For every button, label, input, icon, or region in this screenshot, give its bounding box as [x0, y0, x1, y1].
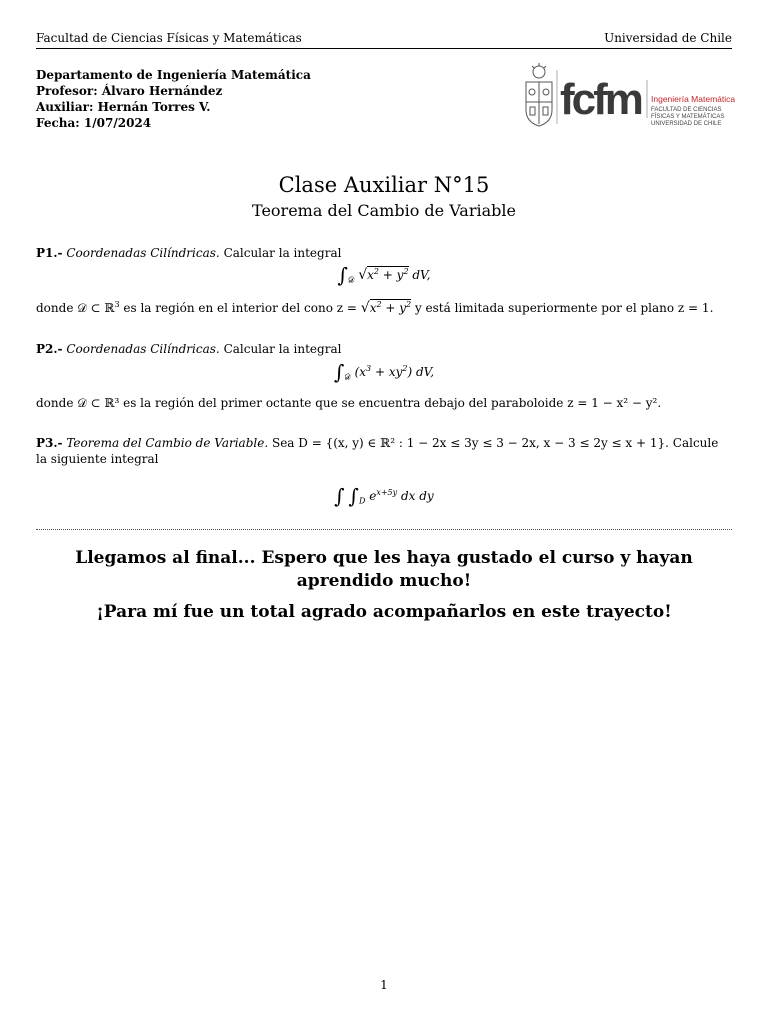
problem-2-intro: Calcular la integral: [223, 342, 342, 356]
problem-1-description: donde 𝒟 ⊂ ℝ$^3$ es la región en el interior del cono $z = √x^2 + y^2$ y está limitada superiormente por el plano z = 1.: [36, 300, 714, 316]
auxiliar-line: Auxiliar: Hernán Torres V.: [36, 100, 211, 114]
closing-message: Llegamos al final... Espero que les haya gustado el curso y hayan aprendido mucho!: [75, 548, 693, 591]
fcfm-logo: [523, 62, 735, 128]
header-divider: [36, 48, 732, 49]
document-subtitle: Teorema del Cambio de Variable: [252, 201, 516, 220]
logo-line2: FACULTAD DE CIENCIAS: [651, 107, 722, 113]
problem-1-statement: [36, 245, 732, 261]
section-divider: [36, 529, 732, 530]
logo-line4: UNIVERSIDAD DE CHILE: [651, 121, 722, 127]
problem-3-integral: ∫ $\int_D$ $e^{x+5y}$ dx dy: [334, 484, 434, 508]
date-line: Fecha: 1/07/2024: [36, 116, 152, 130]
logo-wordmark: fcfm: [560, 75, 641, 124]
problem-1-integral: $\int_𝒟$ $√x^2 + y^2$ dV,: [337, 263, 431, 287]
problem-3-number: P3.-: [36, 436, 63, 450]
problem-1-intro: Calcular la integral: [223, 246, 342, 260]
department-line: Departamento de Ingeniería Matemática: [36, 68, 311, 82]
problem-2-description: donde 𝒟 ⊂ ℝ³ es la región del primer octante que se encuentra debajo del paraboloide z = 1 − x² − y².: [36, 396, 662, 410]
problem-1-number: P1.-: [36, 246, 63, 260]
logo-line1: Ingeniería Matemática: [651, 94, 735, 104]
problem-3-statement: [36, 435, 732, 467]
professor-line: Profesor: Álvaro Hernández: [36, 84, 223, 98]
problem-1-topic: Coordenadas Cilíndricas.: [66, 246, 220, 260]
course-info: [36, 67, 311, 131]
header-faculty: Facultad de Ciencias Físicas y Matemáticas: [36, 31, 302, 45]
problem-2-integral: $\int_𝒟$ $(x^3 + xy^2)$ dV,: [333, 360, 435, 384]
document-title: Clase Auxiliar N°15: [278, 173, 490, 197]
closing-thanks: ¡Para mí fue un total agrado acompañarlos en este trayecto!: [96, 602, 672, 622]
page-number: 1: [380, 978, 388, 992]
problem-3-topic: Teorema del Cambio de Variable.: [66, 436, 269, 450]
header-university: Universidad de Chile: [604, 31, 732, 45]
university-seal-icon: [526, 63, 552, 126]
problem-3-intro: Sea D = {(x, y) ∈ ℝ² : 1 − 2x ≤ 3y ≤ 3 − 2x, x − 3 ≤ 2y ≤ x + 1}. Calcule la siguiente integral: [36, 436, 719, 466]
problem-2-topic: Coordenadas Cilíndricas.: [66, 342, 220, 356]
problem-2-statement: [36, 341, 732, 357]
logo-line3: FÍSICAS Y MATEMÁTICAS: [651, 114, 725, 120]
problem-2-number: P2.-: [36, 342, 63, 356]
